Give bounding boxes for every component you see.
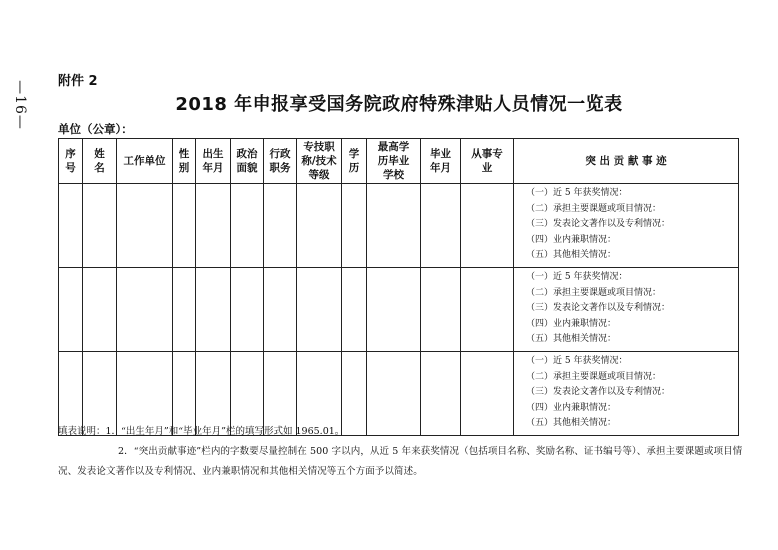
page-title: 2018 年申报享受国务院政府特殊津贴人员情况一览表 bbox=[175, 94, 623, 115]
cell-contributions[interactable] bbox=[514, 184, 739, 268]
header-specialty: 从事专 业 bbox=[461, 139, 514, 184]
contribution-other: （五）其他相关情况： bbox=[526, 250, 617, 261]
note-line-1: 填表说明：1．“出生年月”和“毕业年月”栏的填写形式如 1965.01。 bbox=[58, 426, 345, 437]
header-birth-date: 出生 年月 bbox=[196, 139, 231, 184]
cell-political-status[interactable] bbox=[231, 268, 264, 352]
note-line-2: 2．“突出贡献事迹”栏内的字数要尽量控制在 500 字以内，从近 5 年来获奖情况（包括项目名称、奖励名称、证书编号等）、承担主要课题或项目情况、发表论文著作以及专利情况、业内兼职情况和其他相关情况等五个方面予以简述。 bbox=[58, 446, 743, 477]
header-professional-title: 专技职 称/技术 等级 bbox=[297, 139, 342, 184]
contribution-publications: （三）发表论文著作以及专利情况： bbox=[526, 303, 671, 314]
contribution-publications: （三）发表论文著作以及专利情况： bbox=[526, 219, 671, 230]
contribution-projects: （二）承担主要课题或项目情况： bbox=[526, 287, 662, 298]
contribution-projects: （二）承担主要课题或项目情况： bbox=[526, 203, 662, 214]
cell-workplace[interactable] bbox=[117, 268, 173, 352]
table-header-row bbox=[59, 139, 739, 184]
contribution-publications: （三）发表论文著作以及专利情况： bbox=[526, 387, 671, 398]
cell-serial[interactable] bbox=[59, 268, 83, 352]
cell-professional-title[interactable] bbox=[297, 184, 342, 268]
cell-gender[interactable] bbox=[173, 184, 196, 268]
cell-gender[interactable] bbox=[173, 268, 196, 352]
cell-admin-position[interactable] bbox=[264, 268, 297, 352]
contribution-projects: （二）承担主要课题或项目情况： bbox=[526, 371, 662, 382]
cell-specialty[interactable] bbox=[461, 184, 514, 268]
table-row bbox=[59, 184, 739, 268]
table-row bbox=[59, 268, 739, 352]
header-gender: 性 别 bbox=[173, 139, 196, 184]
cell-birth-date[interactable] bbox=[196, 268, 231, 352]
contribution-part-time: （四）业内兼职情况： bbox=[526, 402, 617, 413]
header-workplace: 工作单位 bbox=[117, 139, 173, 184]
cell-specialty[interactable] bbox=[461, 268, 514, 352]
contribution-part-time: （四）业内兼职情况： bbox=[526, 234, 617, 245]
cell-political-status[interactable] bbox=[231, 184, 264, 268]
cell-education[interactable] bbox=[342, 184, 367, 268]
form-notes bbox=[58, 422, 748, 482]
header-graduation-date: 毕业 年月 bbox=[421, 139, 461, 184]
cell-graduate-school[interactable] bbox=[367, 184, 421, 268]
unit-seal-label: 单位（公章）： bbox=[58, 122, 133, 136]
cell-graduation-date[interactable] bbox=[421, 268, 461, 352]
cell-professional-title[interactable] bbox=[297, 268, 342, 352]
header-serial: 序 号 bbox=[59, 139, 83, 184]
header-political-status: 政治 面貌 bbox=[231, 139, 264, 184]
cell-education[interactable] bbox=[342, 268, 367, 352]
contribution-awards: （一）近 5 年获奖情况： bbox=[526, 272, 628, 282]
cell-contributions[interactable] bbox=[514, 268, 739, 352]
contribution-awards: （一）近 5 年获奖情况： bbox=[526, 188, 628, 198]
header-contributions: 突 出 贡 献 事 迹 bbox=[514, 139, 739, 184]
cell-name[interactable] bbox=[83, 184, 117, 268]
header-admin-position: 行政 职务 bbox=[264, 139, 297, 184]
cell-admin-position[interactable] bbox=[264, 184, 297, 268]
contribution-other: （五）其他相关情况： bbox=[526, 418, 617, 429]
personnel-table bbox=[58, 138, 739, 436]
cell-name[interactable] bbox=[83, 268, 117, 352]
header-education: 学 历 bbox=[342, 139, 367, 184]
cell-serial[interactable] bbox=[59, 184, 83, 268]
contribution-awards: （一）近 5 年获奖情况： bbox=[526, 356, 628, 366]
header-name: 姓 名 bbox=[83, 139, 117, 184]
contribution-part-time: （四）业内兼职情况： bbox=[526, 318, 617, 329]
cell-graduate-school[interactable] bbox=[367, 268, 421, 352]
cell-workplace[interactable] bbox=[117, 184, 173, 268]
cell-graduation-date[interactable] bbox=[421, 184, 461, 268]
cell-birth-date[interactable] bbox=[196, 184, 231, 268]
page-number: —16— bbox=[12, 80, 29, 130]
contribution-other: （五）其他相关情况： bbox=[526, 334, 617, 345]
attachment-label: 附件 2 bbox=[58, 74, 98, 89]
header-graduate-school: 最高学 历毕业 学校 bbox=[367, 139, 421, 184]
